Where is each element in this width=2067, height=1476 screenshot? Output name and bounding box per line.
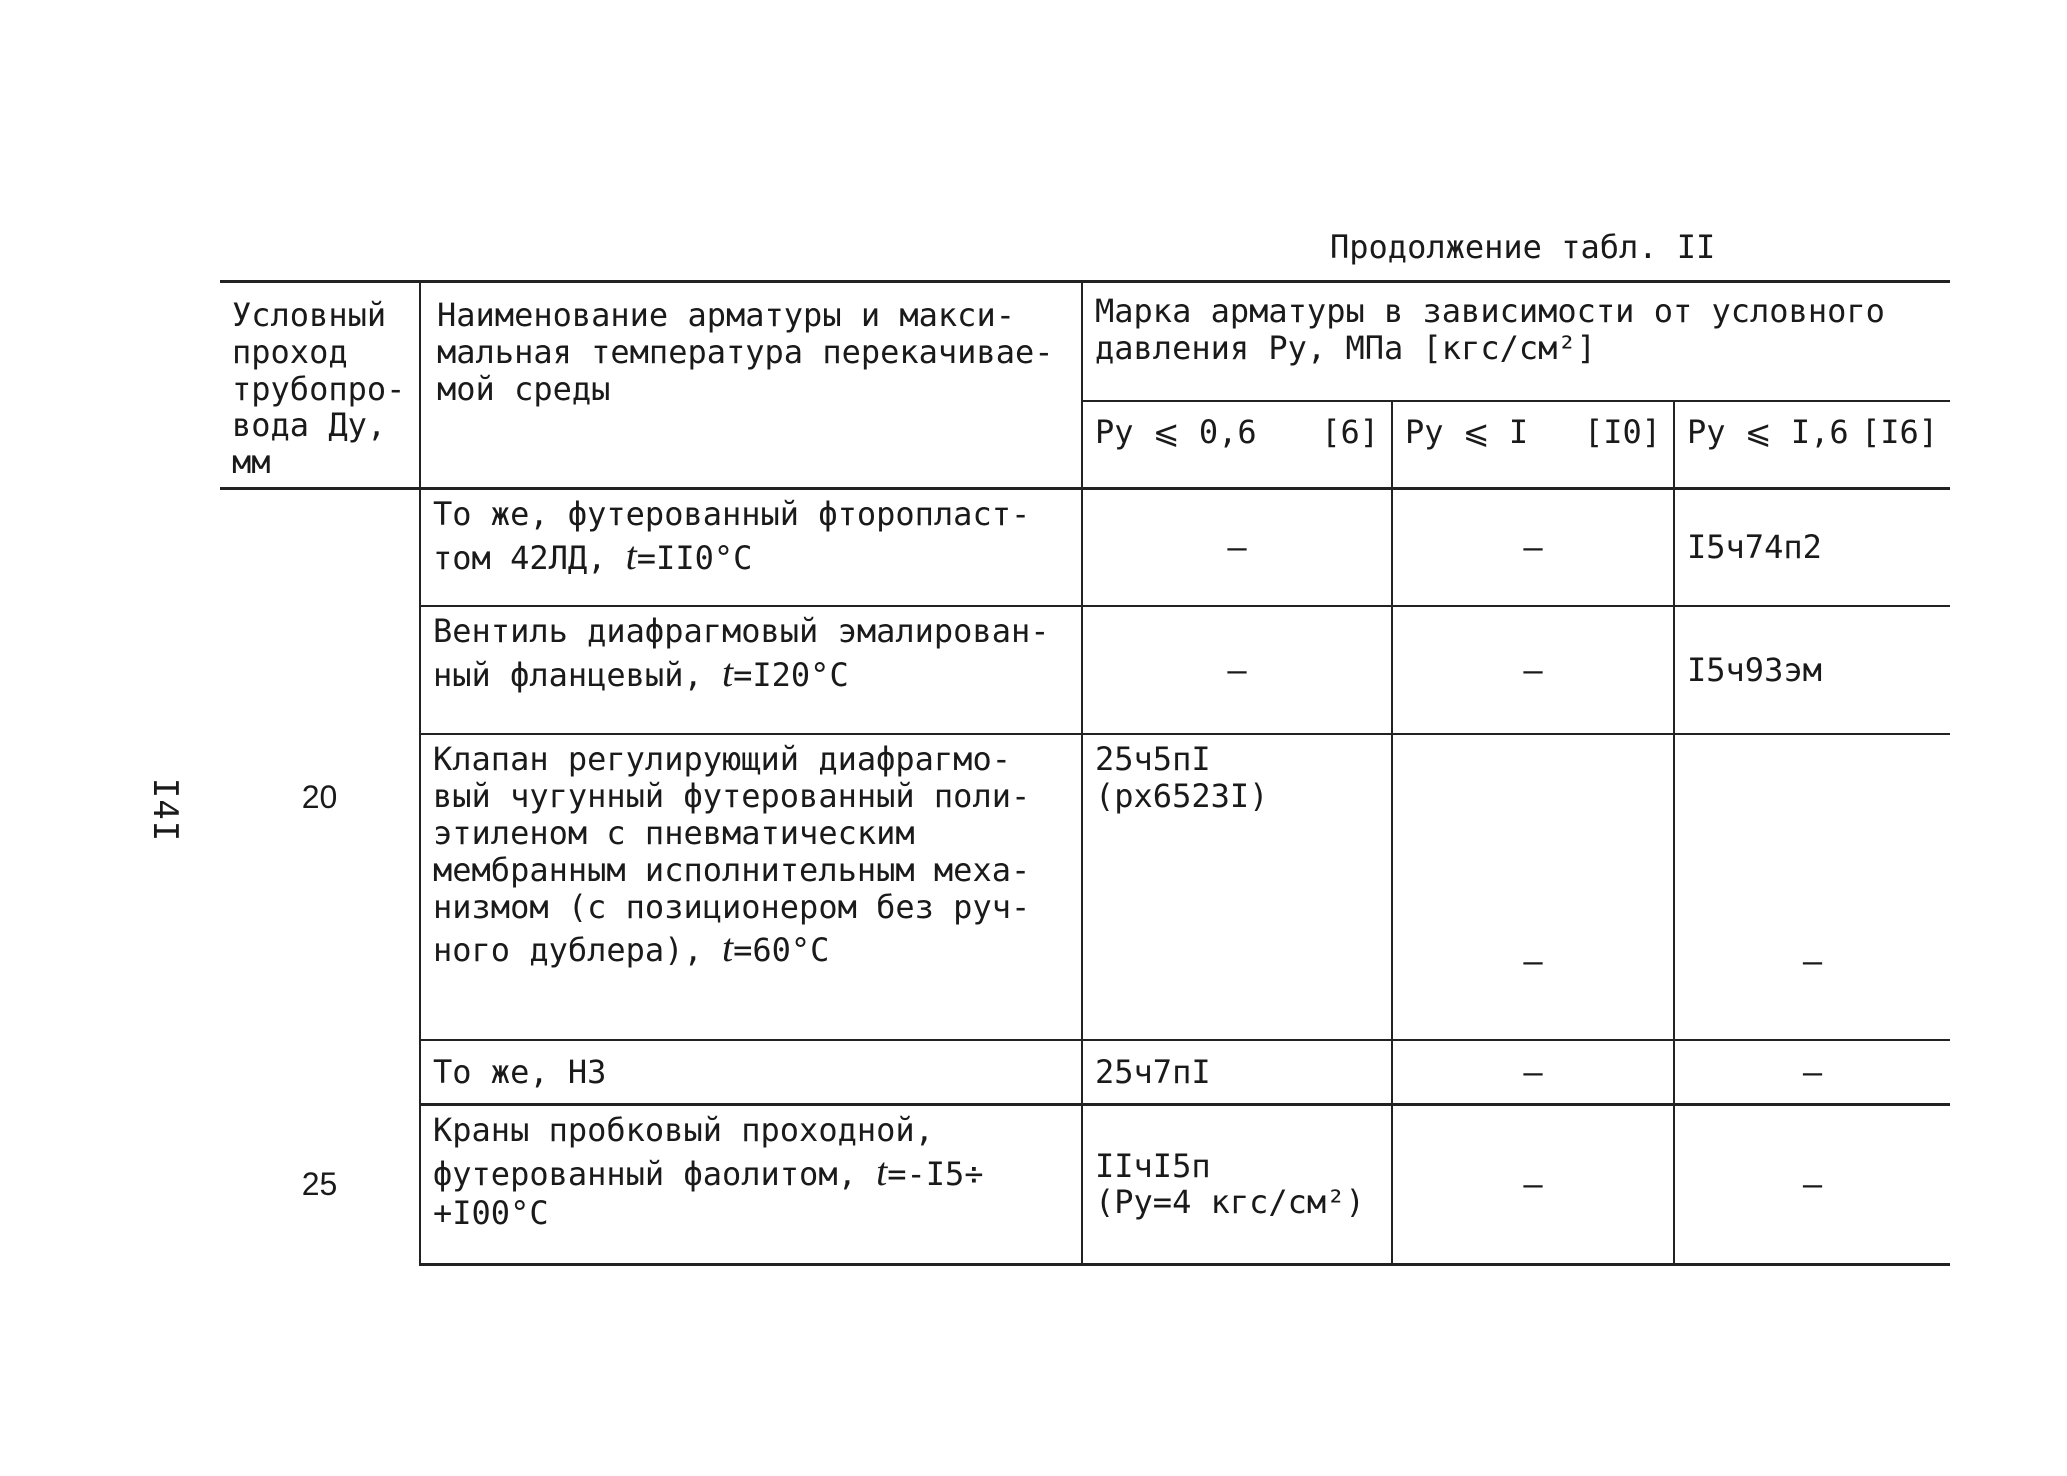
mark-cell: – <box>1674 734 1950 1040</box>
nominal-diameter-cell: 25 <box>301 1166 338 1203</box>
header-pressure-label: Ру ⩽ 0,6 <box>1095 413 1257 452</box>
header-pressure-label: Ру ⩽ I <box>1405 413 1529 452</box>
header-valve-name: Наименование арматуры и макси-мальная температура перекачивае-мой среды <box>420 282 1082 489</box>
header-pressure-label: Ру ⩽ I,6 <box>1687 413 1849 452</box>
mark-cell: – <box>1392 1104 1674 1264</box>
mark-cell: – <box>1674 1104 1950 1264</box>
mark-cell: I5ч93эм <box>1674 606 1950 734</box>
valve-table <box>220 280 1950 1266</box>
mark-cell: – <box>1674 1040 1950 1104</box>
table-row <box>220 1104 1950 1264</box>
mark-cell: 25ч7пI <box>1082 1040 1392 1104</box>
header-pressure-tag: [6] <box>1321 413 1379 452</box>
header-nominal-diameter: Условный проход трубопро-вода Ду, мм <box>220 282 420 489</box>
header-pressure-tag: [I6] <box>1860 413 1939 452</box>
valve-name-cell: То же, футерованный фторопласт- том 42ЛД, t=II0°C <box>420 488 1082 606</box>
valve-name-cell: Клапан регулирующий диафрагмо- вый чугунный футерованный поли- этиленом с пневматическим мембранным исполнительным меха- низмом (с позиционером без руч- ного дублера), t=60°C <box>420 734 1082 1040</box>
valve-name-cell: То же, НЗ <box>420 1040 1082 1104</box>
valve-name-cell: Вентиль диафрагмовый эмалирован- ный фланцевый, t=I20°C <box>420 606 1082 734</box>
mark-cell: – <box>1392 734 1674 1040</box>
header-pressure-1 <box>1392 401 1674 488</box>
mark-cell: IIчI5п (Ру=4 кгс/см²) <box>1082 1104 1392 1264</box>
header-valve-mark: Марка арматуры в зависимости от условного давления Ру, МПа [кгс/см²] <box>1082 282 1950 402</box>
valve-name-cell: Краны пробковый проходной, футерованный фаолитом, t=-I5÷ +I00°C <box>420 1104 1082 1264</box>
mark-cell: 25ч5пI (рх6523I) <box>1082 734 1392 1040</box>
mark-cell: – <box>1082 488 1392 606</box>
mark-cell: I5ч74п2 <box>1674 488 1950 606</box>
table-caption: Продолжение табл. II <box>1330 228 1716 266</box>
table-row <box>220 734 1950 1040</box>
page-number: I4I <box>145 777 186 843</box>
nominal-diameter-cell: 20 <box>301 778 338 815</box>
header-pressure-tag: [I0] <box>1583 413 1661 452</box>
table-row <box>220 488 1950 606</box>
header-pressure-0-6 <box>1082 401 1392 488</box>
table-row <box>220 606 1950 734</box>
table-row <box>220 1040 1950 1104</box>
header-pressure-1-6 <box>1674 401 1950 488</box>
mark-cell: – <box>1082 606 1392 734</box>
mark-cell: – <box>1392 606 1674 734</box>
mark-cell: – <box>1392 488 1674 606</box>
mark-cell: – <box>1392 1040 1674 1104</box>
